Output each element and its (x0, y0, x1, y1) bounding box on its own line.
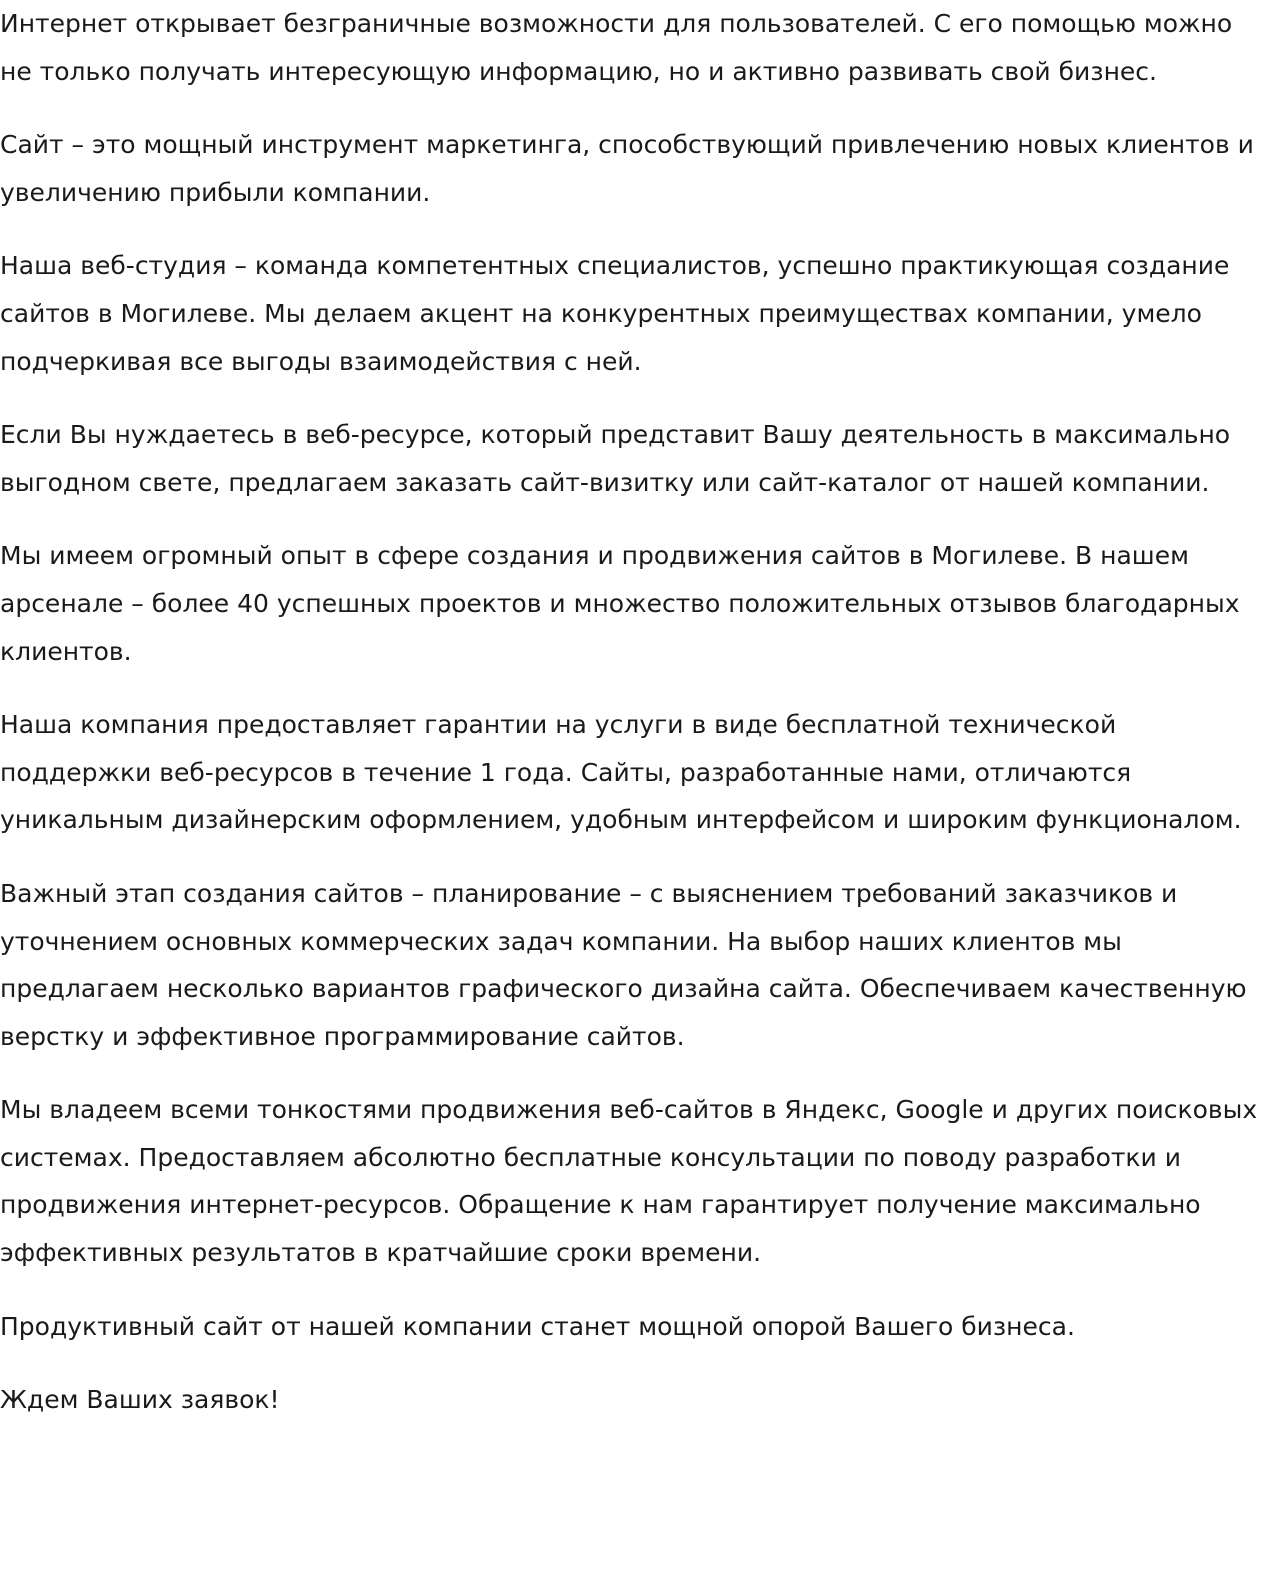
paragraph-support: Продуктивный сайт от нашей компании станет мощной опорой Вашего бизнеса. (0, 1311, 1075, 1341)
paragraph-guarantee: Наша компания предоставляет гарантии на услуги в виде бесплатной технической поддержки веб-ресурсов в течение 1 года. Сайты, разработанные нами, отличаются уникальным дизайнерским оформлением, удобным интерфейсом и широким функционалом. (0, 710, 1242, 835)
paragraph-offer: Если Вы нуждаетесь в веб-ресурсе, который представит Вашу деятельность в максимально выгодном свете, предлагаем заказать сайт-визитку или сайт-каталог от нашей компании. (0, 420, 1231, 497)
paragraph-intro: Интернет открывает безграничные возможности для пользователей. С его помощью можно не только получать интересующую информацию, но и активно развивать свой бизнес. (0, 9, 1233, 86)
paragraph-promotion: Мы владеем всеми тонкостями продвижения веб-сайтов в Яндекс, Google и других поисковых системах. Предоставляем абсолютно бесплатные консультации по поводу разработки и продвижения интернет-ресурсов. Обращение к нам гарантирует получение максимально эффективных результатов в кратчайшие сроки времени. (0, 1095, 1258, 1268)
paragraph-studio: Наша веб-студия – команда компетентных специалистов, успешно практикующая создание сайтов в Могилеве. Мы делаем акцент на конкурентных преимуществах компании, умело подчеркивая все выгоды взаимодействия с ней. (0, 251, 1230, 376)
paragraph-marketing: Сайт – это мощный инструмент маркетинга, способствующий привлечению новых клиентов и увеличению прибыли компании. (0, 130, 1254, 207)
paragraph-planning: Важный этап создания сайтов – планирование – с выяснением требований заказчиков и уточнением основных коммерческих задач компании. На выбор наших клиентов мы предлагаем несколько вариантов графического дизайна сайта. Обеспечиваем качественную верстку и эффективное программирование сайтов. (0, 878, 1247, 1051)
paragraph-closing: Ждем Ваших заявок! (0, 1385, 280, 1415)
paragraph-experience: Мы имеем огромный опыт в сфере создания и продвижения сайтов в Могилеве. В нашем арсенале – более 40 успешных проектов и множество положительных отзывов благодарных клиентов. (0, 541, 1240, 666)
